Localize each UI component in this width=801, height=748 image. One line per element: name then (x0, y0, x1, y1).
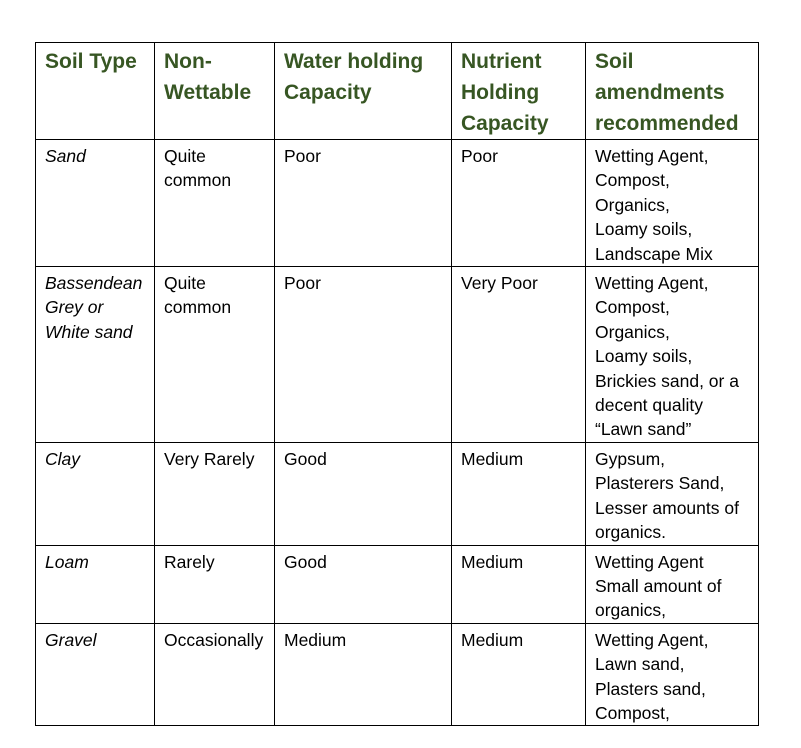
water-holding-cell: Good (275, 545, 452, 623)
header-soil-type: Soil Type (36, 43, 155, 140)
water-holding-cell: Good (275, 442, 452, 545)
soil-type-cell: Clay (36, 442, 155, 545)
non-wettable-cell: Very Rarely (155, 442, 275, 545)
non-wettable-cell: Rarely (155, 545, 275, 623)
nutrient-holding-cell: Medium (452, 442, 586, 545)
non-wettable-cell: Occasionally (155, 623, 275, 726)
header-non-wettable: Non- Wettable (155, 43, 275, 140)
nutrient-holding-cell: Very Poor (452, 267, 586, 443)
non-wettable-cell: Quite common (155, 140, 275, 267)
table-row-bassendean (36, 267, 759, 443)
header-nutrient-holding: Nutrient Holding Capacity (452, 43, 586, 140)
non-wettable-cell: Quite common (155, 267, 275, 443)
table-row-sand (36, 140, 759, 267)
table-row-clay (36, 442, 759, 545)
nutrient-holding-cell: Poor (452, 140, 586, 267)
soil-type-cell: Loam (36, 545, 155, 623)
nutrient-holding-cell: Medium (452, 545, 586, 623)
header-amendments: Soil amendments recommended (586, 43, 759, 140)
amendments-cell: Wetting Agent, Compost, Organics, Loamy soils, Brickies sand, or a decent quality “Lawn sand” (586, 267, 759, 443)
header-row (36, 43, 759, 140)
header-water-holding: Water holding Capacity (275, 43, 452, 140)
water-holding-cell: Medium (275, 623, 452, 726)
soil-type-cell: Bassendean Grey or White sand (36, 267, 155, 443)
soil-comparison-table (35, 42, 759, 726)
soil-type-cell: Gravel (36, 623, 155, 726)
table-row-gravel (36, 623, 759, 726)
amendments-cell: Wetting Agent, Lawn sand, Plasters sand, Compost, (586, 623, 759, 726)
table-row-loam (36, 545, 759, 623)
water-holding-cell: Poor (275, 140, 452, 267)
amendments-cell: Wetting Agent Small amount of organics, (586, 545, 759, 623)
amendments-cell: Gypsum, Plasterers Sand, Lesser amounts of organics. (586, 442, 759, 545)
amendments-cell: Wetting Agent, Compost, Organics, Loamy soils, Landscape Mix (586, 140, 759, 267)
water-holding-cell: Poor (275, 267, 452, 443)
nutrient-holding-cell: Medium (452, 623, 586, 726)
soil-type-cell: Sand (36, 140, 155, 267)
